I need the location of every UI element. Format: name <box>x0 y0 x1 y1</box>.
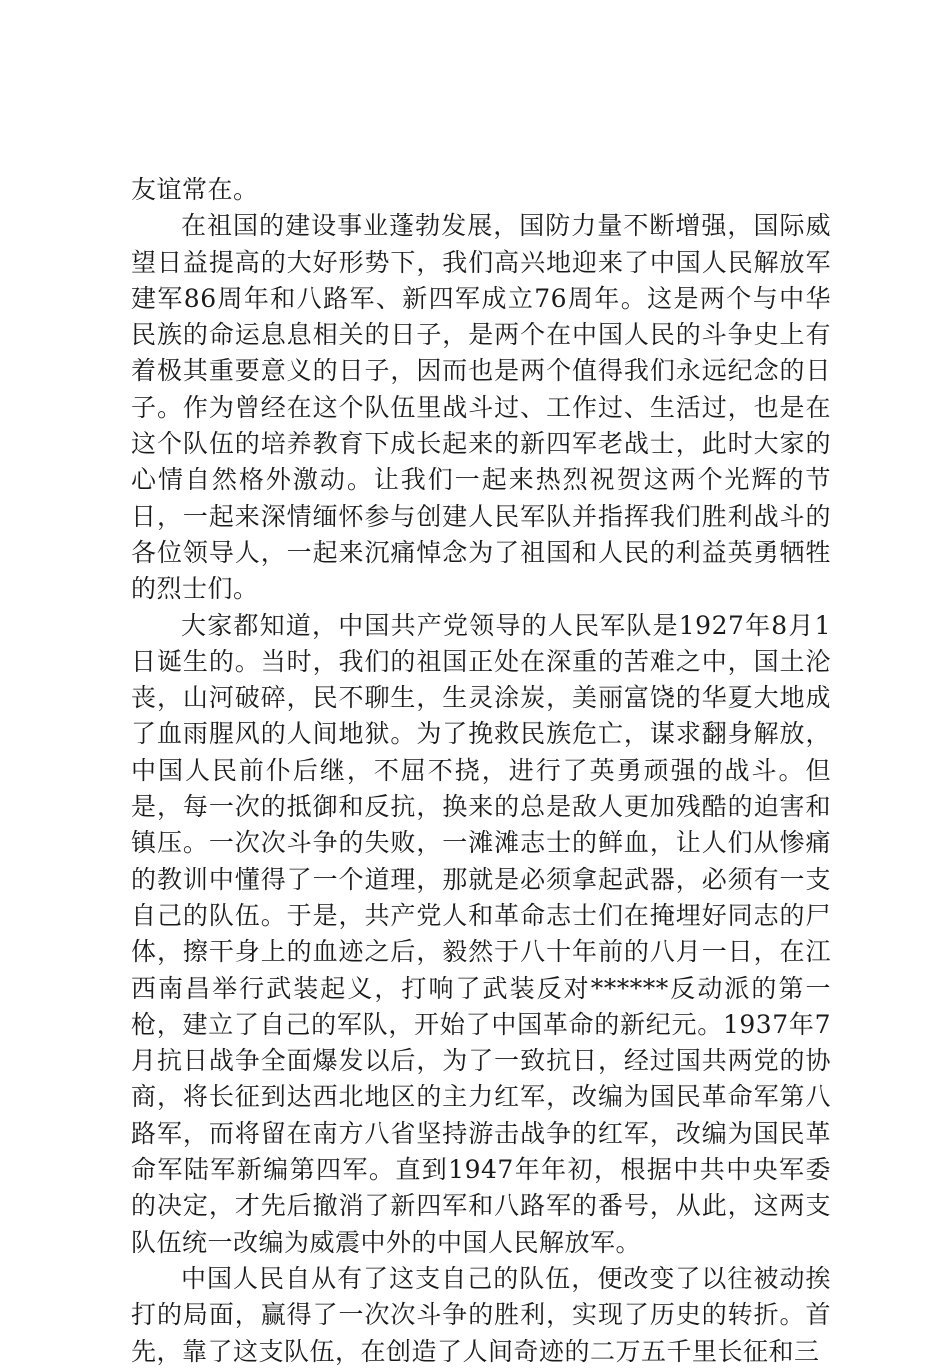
paragraph: 大家都知道，中国共产党领导的人民军队是1927年8月1日诞生的。当时，我们的祖国正处在深重的苦难之中，国土沦丧，山河破碎，民不聊生，生灵涂炭，美丽富饶的华夏大地成了血雨腥风的人间地狱。为了挽救民族危亡，谋求翻身解放，中国人民前仆后继，不屈不挠，进行了英勇顽强的战斗。但是，每一次的抵御和反抗，换来的总是敌人更加残酷的迫害和镇压。一次次斗争的失败，一滩滩志士的鲜血，让人们从惨痛的教训中懂得了一个道理，那就是必须拿起武器，必须有一支自己的队伍。于是，共产党人和革命志士们在掩埋好同志的尸体，擦干身上的血迹之后，毅然于八十年前的八月一日，在江西南昌举行武装起义，打响了武装反对******反动派的第一枪，建立了自己的军队，开始了中国革命的新纪元。1937年7月抗日战争全面爆发以后，为了一致抗日，经过国共两党的协商，将长征到达西北地区的主力红军，改编为国民革命军第八路军，而将留在南方八省坚持游击战争的红军，改编为国民革命军陆军新编第四军。直到1947年年初，根据中共中央军委的决定，才先后撤消了新四军和八路军的番号，从此，这两支队伍统一改编为威震中外的中国人民解放军。 <box>131 610 831 1257</box>
paragraph: 在祖国的建设事业蓬勃发展，国防力量不断增强，国际威望日益提高的大好形势下，我们高兴地迎来了中国人民解放军建军86周年和八路军、新四军成立76周年。这是两个与中华民族的命运息息相关的日子，是两个在中国人民的斗争史上有着极其重要意义的日子，因而也是两个值得我们永远纪念的日子。作为曾经在这个队伍里战斗过、工作过、生活过，也是在这个队伍的培养教育下成长起来的新四军老战士，此时大家的心情自然格外激动。让我们一起来热烈祝贺这两个光辉的节日，一起来深情缅怀参与创建人民军队并指挥我们胜利战斗的各位领导人，一起来沉痛悼念为了祖国和人民的利益英勇牺牲的烈士们。 <box>131 211 831 604</box>
paragraph-continuation: 友谊常在。 <box>131 175 259 204</box>
document-body <box>131 172 831 1370</box>
paragraph: 中国人民自从有了这支自己的队伍，便改变了以往被动挨打的局面，赢得了一次次斗争的胜利，实现了历史的转折。首先，靠了这支队伍，在创造了人间奇迹的二万五千里长征和三 <box>131 1263 831 1366</box>
